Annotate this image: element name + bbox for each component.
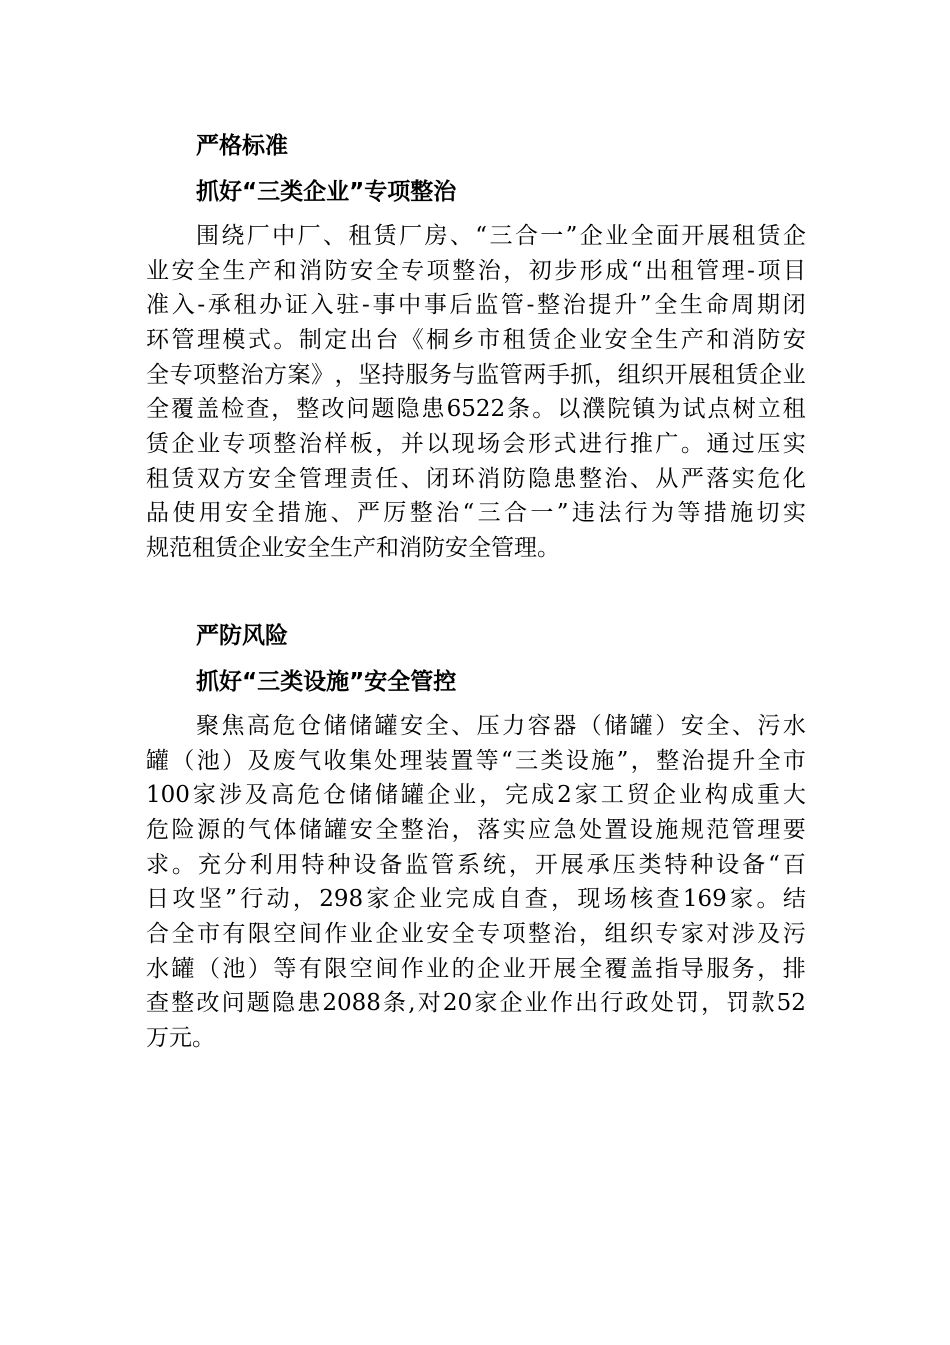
section2-line-7: 合 全 市 有 限 空 间 作 业 企 业 安 全 专 项 整 治 ， 组 织 专 家 对 涉 及 污 [146,921,806,947]
section2-line-3: 100 家 涉 及 高 危 仓 储 储 罐 企 业 ， 完 成 2 家 工 贸 企 业 构 成 重 大 [146,782,806,808]
section2-line-8: 水 罐 （ 池 ） 等 有 限 空 间 作 业 的 企 业 开 展 全 覆 盖 指 导 服 务 ， 排 [146,956,806,982]
section1-line-1: 围 绕 厂 中 厂 、 租 赁 厂 房 、 “ 三 合 一 ” 企 业 全 面 开 展 租 赁 企 [196,223,806,249]
section1-line-3: 准 入 - 承 租 办 证 入 驻 - 事 中 事 后 监 管 - 整 治 提 升 ” 全 生 命 周 期 闭 [146,292,806,318]
section2-line-1: 聚 焦 高 危 仓 储 储 罐 安 全 、 压 力 容 器 （ 储 罐 ） 安 全 、 污 水 [196,713,806,739]
section1-line-10: 规范租赁企业安全生产和消防安全管理。 [146,535,560,561]
section2-line-9: 查 整 改 问 题 隐 患 2088 条 , 对 20 家 企 业 作 出 行 政 处 罚 ， 罚 款 52 [146,990,806,1016]
section1-line-5: 全 专 项 整 治 方 案 》 ， 坚 持 服 务 与 监 管 两 手 抓 ， 组 织 开 展 租 赁 企 业 [146,362,806,388]
section1-line-8: 租 赁 双 方 安 全 管 理 责 任 、 闭 环 消 防 隐 患 整 治 、 从 严 落 实 危 化 [146,466,806,492]
section1-line-4: 环 管 理 模 式 。 制 定 出 台 《 桐 乡 市 租 赁 企 业 安 全 生 产 和 消 防 安 [146,327,806,353]
section2-heading: 严防风险 [196,623,288,649]
section2-line-4: 危 险 源 的 气 体 储 罐 安 全 整 治 ， 落 实 应 急 处 置 设 施 规 范 管 理 要 [146,817,806,843]
section1-line-6: 全 覆 盖 检 查 ， 整 改 问 题 隐 患 6522 条 。 以 濮 院 镇 为 试 点 树 立 租 [146,396,806,422]
section2-line-6: 日 攻 坚 ” 行 动 ， 298 家 企 业 完 成 自 查 ， 现 场 核 查 169 家 。 结 [146,886,806,912]
section1-line-7: 赁 企 业 专 项 整 治 样 板 ， 并 以 现 场 会 形 式 进 行 推 广 。 通 过 压 实 [146,431,806,457]
section2-line-10: 万元。 [146,1025,215,1051]
section2-subheading: 抓好“三类设施”安全管控 [196,669,457,695]
section1-line-2: 业 安 全 生 产 和 消 防 安 全 专 项 整 治 ， 初 步 形 成 “ 出 租 管 理 - 项 目 [146,258,806,284]
section2-line-5: 求 。 充 分 利 用 特 种 设 备 监 管 系 统 ， 开 展 承 压 类 特 种 设 备 “ 百 [146,852,806,878]
section1-line-9: 品 使 用 安 全 措 施 、 严 厉 整 治 “ 三 合 一 ” 违 法 行 为 等 措 施 切 实 [146,500,806,526]
section1-heading: 严格标准 [196,133,288,159]
section2-line-2: 罐 （ 池 ） 及 废 气 收 集 处 理 装 置 等 “ 三 类 设 施 ” ， 整 治 提 升 全 市 [146,748,806,774]
section1-subheading: 抓好“三类企业”专项整治 [196,179,457,205]
